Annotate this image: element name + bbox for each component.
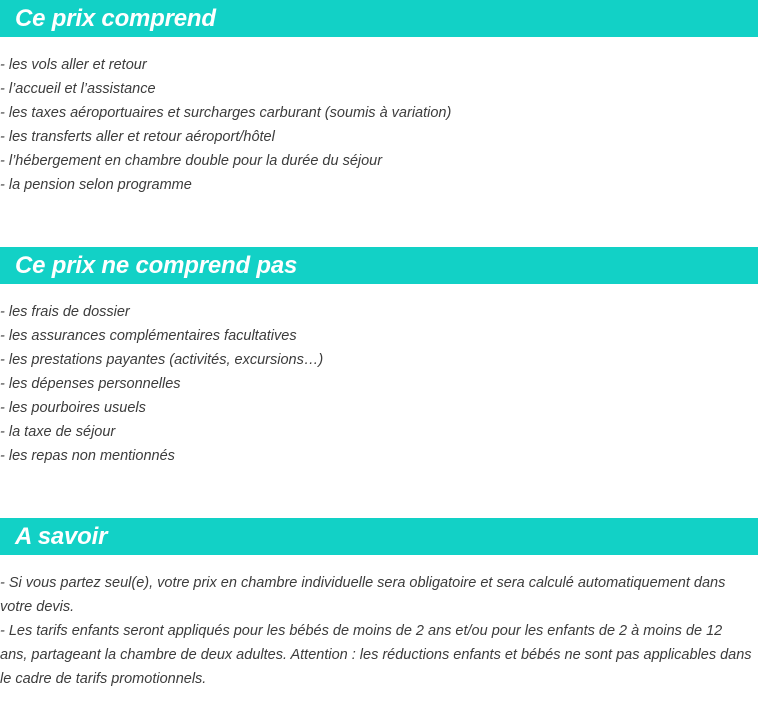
- not-included-list: [0, 300, 758, 468]
- list-item: - les transferts aller et retour aéroport/hôtel: [0, 129, 275, 145]
- section-title-not-included: Ce prix ne comprend pas: [15, 252, 298, 279]
- section-title-included: Ce prix comprend: [15, 5, 216, 32]
- section-title-good-to-know: A savoir: [15, 523, 108, 550]
- list-item: - les assurances complémentaires facultatives: [0, 328, 297, 344]
- list-item: - les taxes aéroportuaires et surcharges carburant (soumis à variation): [0, 105, 452, 121]
- included-list: [0, 53, 758, 197]
- list-item: - les pourboires usuels: [0, 400, 146, 416]
- info-paragraph-single-room: - Si vous partez seul(e), votre prix en chambre individuelle sera obligatoire et sera calculé automatiquement dans votre devis.: [0, 575, 726, 615]
- section-header-good-to-know: [0, 518, 758, 555]
- list-item: - les vols aller et retour: [0, 57, 147, 73]
- list-item: - la taxe de séjour: [0, 424, 116, 440]
- list-item: - les dépenses personnelles: [0, 376, 181, 392]
- list-item: - l’hébergement en chambre double pour la durée du séjour: [0, 153, 383, 169]
- section-header-included: [0, 0, 758, 37]
- list-item: - les prestations payantes (activités, excursions…): [0, 352, 324, 368]
- list-item: - les frais de dossier: [0, 304, 130, 320]
- list-item: - les repas non mentionnés: [0, 448, 175, 464]
- list-item: - la pension selon programme: [0, 177, 192, 193]
- list-item: - l’accueil et l’assistance: [0, 81, 156, 97]
- info-paragraph-child-rates: - Les tarifs enfants seront appliqués pour les bébés de moins de 2 ans et/ou pour les enfants de 2 à moins de 12 ans, partageant la chambre de deux adultes. Attention : les réductions enfants et bébés ne sont pas applicables dans le cadre de tarifs promotionnels.: [0, 623, 752, 687]
- section-header-not-included: [0, 247, 758, 284]
